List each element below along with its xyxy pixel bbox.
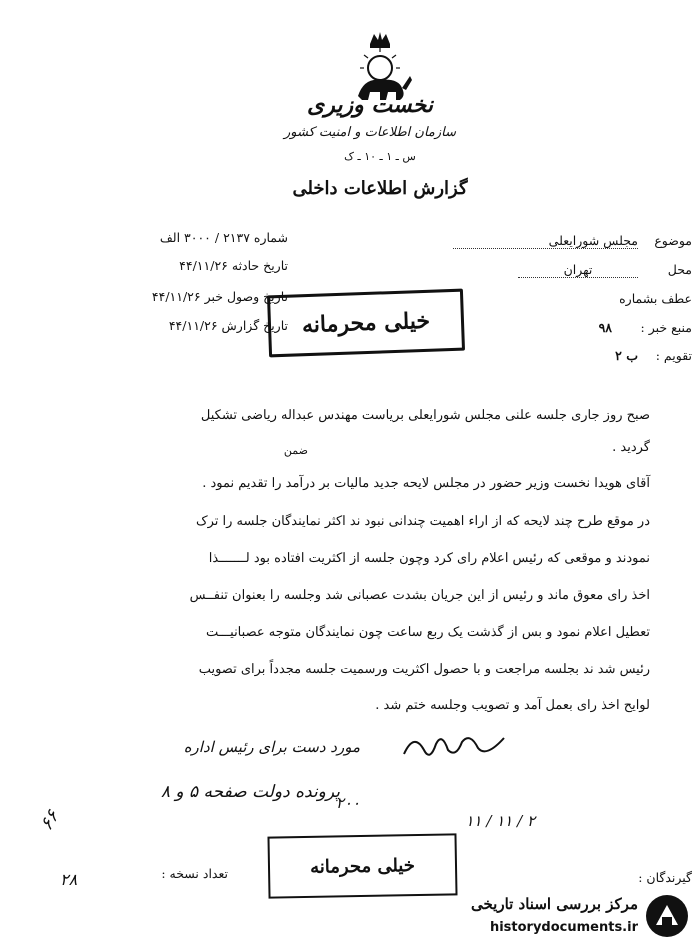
incident-date: تاریخ حادثه ۴۴/۱۱/۲۶: [179, 258, 288, 273]
ministry-title: نخست وزیری: [307, 92, 433, 118]
body-line-7: تعطیل اعلام نمود و بس از گذشت یک ربع ساعت چون نمایندگان متوجه عصبانیـــت: [205, 625, 650, 640]
body-line-9: لوایح اخذ رای بعمل آمد و تصویب وجلسه ختم شد .: [375, 698, 650, 713]
subject-label: موضوع: [654, 233, 692, 248]
handwritten-bottom-left-mark: ۲۸: [60, 870, 78, 889]
copies-label: تعداد نسخه :: [161, 866, 228, 881]
body-line-3: آقای هویدا نخست وزیر حضور در مجلس لایحه جدید مالیات بر درآمد را تقدیم نمود .: [202, 476, 650, 491]
handwritten-date-note: ۲ / ۱۱ / ۱۱: [465, 812, 535, 830]
body-line-8: رئیس شد ند بجلسه مراجعت و با حصول اکثریت ورسمیت جلسه مجدداً برای تصویب: [198, 662, 650, 677]
handwritten-left-mark: ۶۶: [35, 806, 64, 835]
classification-stamp: خیلی محرمانه: [267, 289, 465, 358]
receipt-date: تاریخ وصول خبر ۴۴/۱۱/۲۶: [151, 289, 288, 304]
handwritten-number-note: ۲۰۰: [335, 794, 360, 812]
signature-scribble-icon: [400, 728, 510, 764]
evaluation-value: ب ۲: [615, 348, 638, 363]
body-line-2: گردید .: [612, 440, 650, 455]
archive-url: historydocuments.ir: [489, 920, 638, 935]
report-date: تاریخ گزارش ۴۴/۱۱/۲۶: [168, 318, 288, 333]
inserted-word: ضمن: [283, 444, 308, 457]
archive-center-title: مرکز بررسی اسناد تاریخی: [470, 895, 638, 913]
handwritten-signature-note: مورد دست برای رئیس اداره: [183, 738, 360, 756]
body-line-6: اخذ رای معوق ماند و رئیس از این جریان بشدت عصبانی شد وجلسه را بعنوان تنفــس: [189, 588, 650, 603]
source-value: ۹۸: [598, 320, 612, 335]
handwritten-margin-note: پرونده دولت صفحه ۵ و ۸: [160, 782, 340, 802]
recipients-label: گیرندگان :: [638, 870, 692, 885]
bottom-classification-stamp: خیلی محرمانه: [267, 833, 457, 898]
report-type-title: گزارش اطلاعات داخلی: [292, 178, 468, 199]
location-value: تهران: [518, 262, 638, 278]
subject-value: مجلس شورایعلی: [453, 233, 638, 249]
body-line-4: در موقع طرح چند لایحه که از اراء اهمیت چندانی نبود ند اکثر نمایندگان جلسه را ترک: [195, 514, 650, 529]
body-line-1: صبح روز جاری جلسه علنی مجلس شورایعلی بریاست مهندس عبداله ریاضی تشکیل: [200, 408, 650, 423]
location-label: محل: [667, 262, 692, 277]
evaluation-label: تقویم :: [655, 348, 692, 363]
form-code: س ـ ۱ ـ ۱۰ ـ ک: [344, 150, 416, 163]
organization-name: سازمان اطلاعات و امنیت کشور: [283, 125, 457, 140]
body-line-5: نمودند و موقعی که رئیس اعلام رای کرد وچون جلسه از اکثریت افتاده بود لـــــــذا: [208, 551, 650, 566]
archive-logo-icon: [646, 895, 688, 937]
source-label: منبع خبر :: [640, 320, 692, 335]
report-number: شماره ۲۱۳۷ / ۳۰۰۰ الف: [159, 230, 288, 245]
reference-label: عطف بشماره: [619, 291, 692, 306]
